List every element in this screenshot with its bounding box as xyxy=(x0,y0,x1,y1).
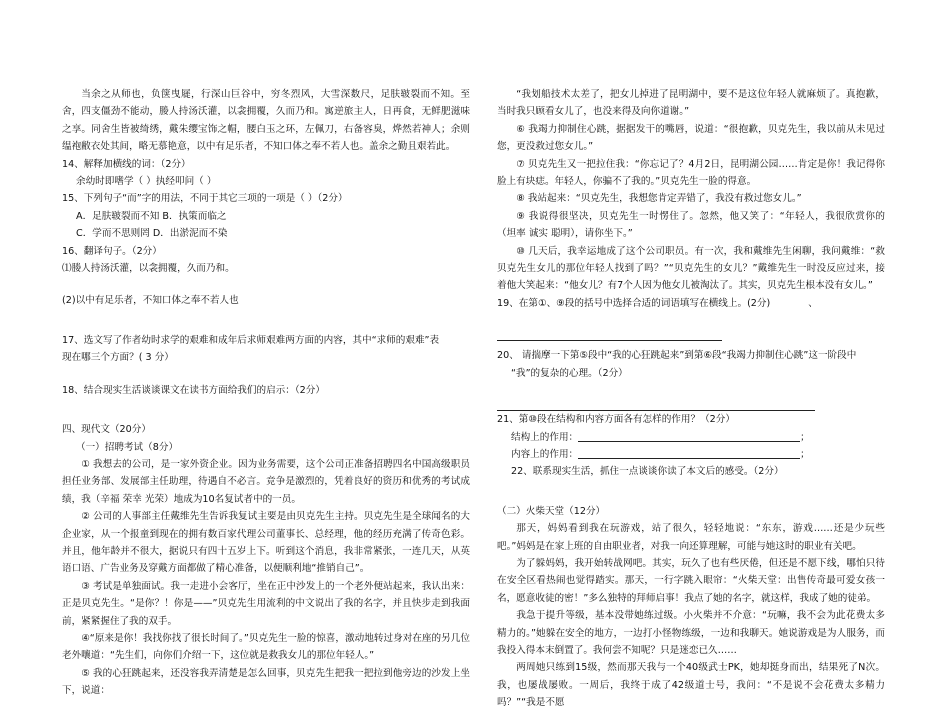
passage-paragraph-1: ① 我想去的公司，是一家外资企业。因为业务需要，这个公司正准备招聘四名中国高级职员担任业务部、发展部主任助理，待遇自不必言。竞争是激烈的，凭着良好的资历和优秀的考试成绩，我（辛福 荣幸 光荣）地成为10名复试者中的一员。 xyxy=(62,458,470,505)
question-16-sentence-2: (2)以中有足乐者，不知口体之奉不若人也 xyxy=(62,295,239,307)
question-21-structure-end: ； xyxy=(800,431,810,443)
passage-paragraph-10: ⑩ 几天后，我幸运地成了这个公司职员。有一次，我和戴维先生闲聊，我问戴维：“救贝克先生女儿的那位年轻人找到了吗？”“贝克先生的女儿？”戴维先生一时没反应过来，接着他大笑起来：“他女儿？有7个人因为他女儿被淘汰了。其实，贝克先生根本没有女儿。” xyxy=(497,245,885,292)
answer-line-19[interactable] xyxy=(497,327,722,341)
question-20-line-1: 20、 请揣摩一下第⑤段中“我的心狂跳起来”到第⑥段“我竭力抑制住心跳”这一阶段中 xyxy=(497,350,857,362)
question-21-structure-label: 结构上的作用： xyxy=(511,431,579,443)
question-15-options-ab: A．足肤皲裂而不知 B．执策而临之 xyxy=(76,210,227,222)
question-19-separator: 、 xyxy=(808,297,818,309)
section-4-heading: 四、现代文（20分） xyxy=(62,424,151,436)
question-15: 15、下列句子“而”字的用法，不同于其它三项的一项是（ ）（2分） xyxy=(62,193,348,205)
answer-line-21-structure[interactable] xyxy=(578,429,800,442)
passage-paragraph-5: ⑤ 我的心狂跳起来，还没容我弄清楚是怎么回事，贝克先生把我一把拉到他旁边的沙发上坐下，说道： xyxy=(62,667,470,697)
passage-paragraph-4: ④“原来是你！我找你找了很长时间了。”贝克先生一脸的惊喜，激动地转过身对在座的另几位老外嚷道：“先生们，向你们介绍一下，这位就是救我女儿的那位年轻人。” xyxy=(62,632,470,662)
question-17-line-1: 17、选文写了作者幼时求学的艰难和成年后求师艰难两方面的内容，其中“求师的艰难”表 xyxy=(62,334,440,346)
question-21: 21、第⑩段在结构和内容方面各有怎样的作用？（2分） xyxy=(497,414,735,426)
passage-paragraph-6: ⑥ 我竭力抑制住心跳，据据发干的嘴唇，说道：“很抱歉，贝克先生，我以前从未见过您，更没救过您女儿。” xyxy=(497,123,885,153)
question-19 xyxy=(497,295,885,312)
section-4-part-2-heading: （二）火柴天堂（12分） xyxy=(497,505,606,517)
answer-line-20[interactable] xyxy=(497,397,815,411)
question-19-text: 19、在第①、⑨段的括号中选择合适的词语填写在横线上。(2分) xyxy=(497,297,771,309)
question-20-line-2: “我”的复杂的心理。（2分） xyxy=(511,367,628,379)
classical-passage: 当余之从师也，负箧曳屣，行深山巨谷中，穷冬烈风，大雪深数尺，足肤皲裂而不知。至舍，四支僵劲不能动，媵人持汤沃灌，以衾拥覆，久而乃和。寓逆旅主人，日再食，无鲜肥滋味之享。同舍生皆被绮绣，戴朱缨宝饰之帽，腰白玉之环，左佩刀，右备容臭，烨然若神人；余则缊袍敝衣处其间，略无慕艳意，以中有足乐者，不知口体之奉不若人也。盖余之勤且艰若此。 xyxy=(62,89,470,153)
question-17-line-2: 现在哪三个方面？( 3 分） xyxy=(62,352,174,364)
question-21-content-label: 内容上的作用： xyxy=(511,448,579,460)
passage-paragraph-8: ⑧ 我站起来：“贝克先生，我想您肯定弄错了，我没有救过您女儿。” xyxy=(516,193,802,205)
story-paragraph-4: 两周她只练到15级，然而那天我与一个40级武士PK，她却挺身而出，结果死了N次。我，也屡战屡败。一周后，我终于成了42级道士号，我问：“不是说不会花费太多精力吗？”“我是不愿 xyxy=(497,662,885,709)
left-column xyxy=(62,86,470,700)
question-18: 18、结合现实生活谈谈课文在读书方面给我们的启示：（2分） xyxy=(62,384,325,396)
passage-paragraph-3: ③ 考试是单独面试。我一走进小会客厅，坐在正中沙发上的一个老外便站起来，我认出来：正是贝克先生。“是你？！你是——”贝克先生用流利的中文说出了我的名字，并且快步走到我面前，紧紧握住了我的双手。 xyxy=(62,580,470,627)
question-16: 16、翻译句子。（2分） xyxy=(62,245,162,257)
question-21-content xyxy=(497,446,885,463)
story-paragraph-1: 那天，妈妈看到我在玩游戏，站了很久，轻轻地说：“东东，游戏……还是少玩些吧。”妈妈是在家上班的自由职业者，对我一向还算理解，可能与她这时的职业有关吧。 xyxy=(497,523,885,552)
passage-paragraph-9: ⑨ 我说得很坚决，贝克先生一时愣住了。忽然，他又笑了：“年轻人，我很欣赏你的（坦率 诚实 聪明），请你坐下。” xyxy=(497,210,885,240)
section-4-part-1-heading: （一）招聘考试（8分） xyxy=(76,441,179,453)
answer-line-21-content[interactable] xyxy=(578,446,800,459)
passage-paragraph-2: ② 公司的人事部主任戴维先生告诉我复试主要是由贝克先生主持。贝克先生是全球闻名的大企业家，从一个报童到现在的拥有数百家代理公司董事长、总经理，他的经历充满了传奇色彩。并且，他年龄并不很大，据说只有四十五岁上下。听到这个消息，我非常紧张，一连几天，从英语口语、广告业务及穿戴方面都做了精心准备，以便顺利地“推销自己”。 xyxy=(62,511,470,575)
passage-paragraph-5-cont: “我划船技术太差了，把女儿掉进了昆明湖中，要不是这位年轻人就麻烦了。真抱歉，当时我只顾看女儿了，也没来得及向你道谢。” xyxy=(497,89,885,118)
question-15-options-cd: C．学而不思则罔 D．出淤泥而不染 xyxy=(76,228,228,240)
question-14-items: 余幼时即嗜学（ ）执经叩问（ ） xyxy=(76,176,217,188)
story-paragraph-2: 为了躲妈妈，我开始转战网吧。其实，玩久了也有些厌倦，但还是不愿下线，哪怕只待在安全区看热闹也觉得踏实。那天，一行字跳入眼帘：“火柴天堂：出售传奇最可爱女孩一名，愿意收徒的密！”多么独特的拜师启事！我点了她的名字，就这样，我成了她的徒弟。 xyxy=(497,557,885,604)
question-21-structure xyxy=(497,429,885,446)
question-14: 14、解释加横线的词：（2分） xyxy=(62,158,191,170)
right-column xyxy=(497,86,885,712)
question-16-sentence-1: ⑴媵人持汤沃灌，以衾拥覆，久而乃和。 xyxy=(62,263,235,275)
question-21-content-end: ； xyxy=(800,448,810,460)
story-paragraph-3: 我急于提升等级，基本没带她练过级。小火柴并不介意：“玩嘛，我不会为此花费太多精力的。”她躲在安全的地方，一边打小怪物练级，一边和我聊天。她说游戏是为人服务，而我投入得本末倒置了。我何尝不知呢？只是迷恋已久…… xyxy=(497,610,885,656)
question-22: 22、联系现实生活，抓住一点谈谈你读了本文后的感受。（2分） xyxy=(511,466,784,478)
passage-paragraph-7: ⑦ 贝克先生又一把拉住我：“你忘记了？4月2日，昆明湖公园……肯定是你！我记得你脸上有块痣。年轻人，你骗不了我的。”贝克先生一脸的得意。 xyxy=(497,158,885,188)
